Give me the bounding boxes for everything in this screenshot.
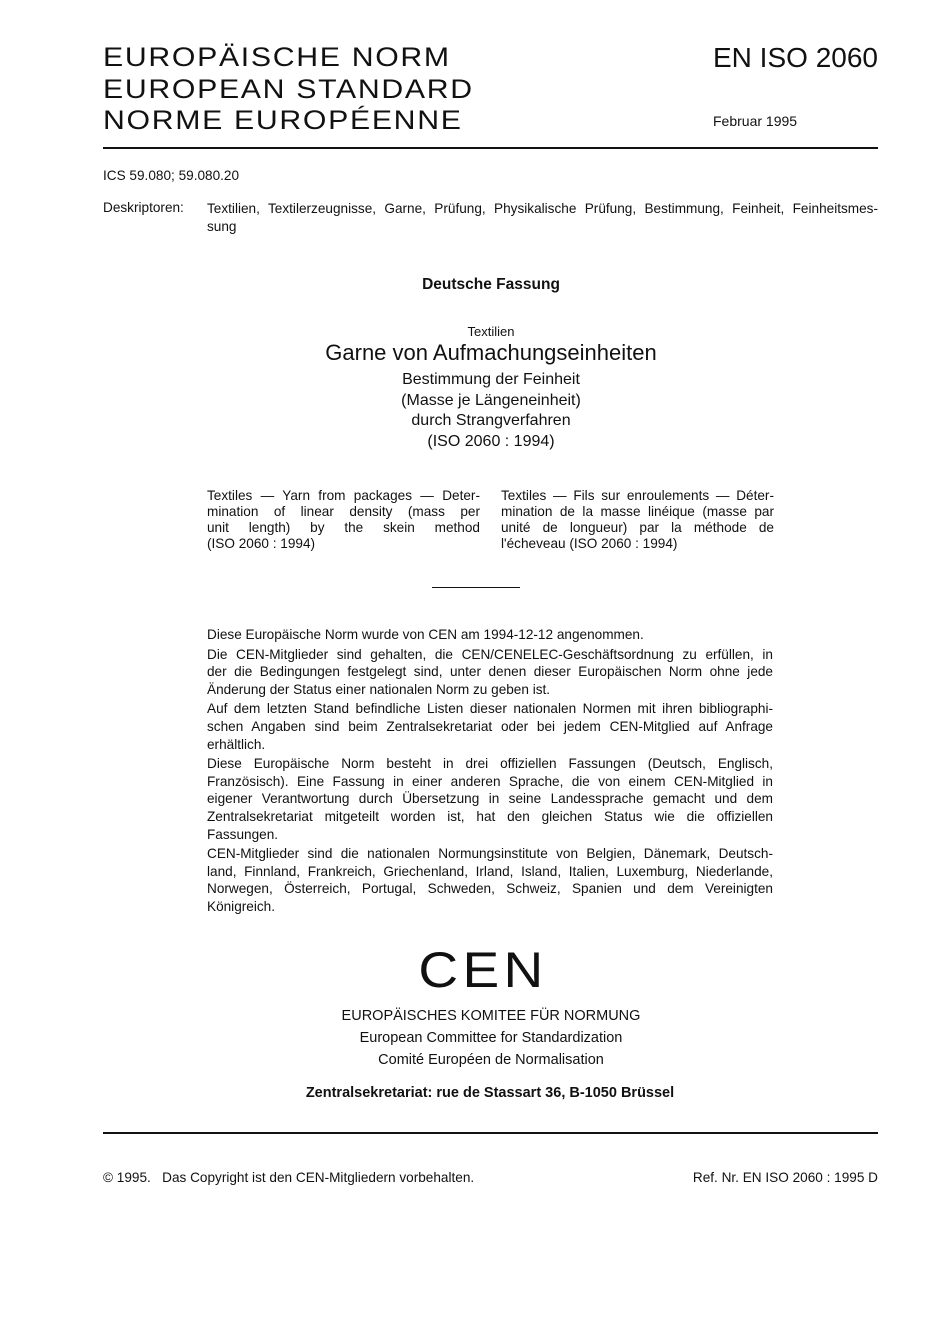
subtitle-line: durch Strangverfahren (411, 412, 571, 429)
publication-date: Februar 1995 (713, 113, 798, 129)
paragraph-line: land, Finnland, Frankreich, Griechenland, Irland, Island, Italien, Luxemburg, Niederlande, (207, 863, 773, 879)
descriptors-line: Textilien, Textilerzeugnisse, Garne, Prüfung, Physikalische Prüfung, Bestimmung, Feinheit, Feinheitsmes- (207, 201, 878, 216)
paragraph (207, 646, 773, 699)
descriptors-list (207, 200, 878, 235)
paragraph-line: Auf dem letzten Stand befindliche Listen dieser nationalen Normen mit ihren bibliographi- (207, 701, 773, 717)
descriptors-line: sung (207, 218, 237, 234)
paragraph-line: Norwegen, Österreich, Portugal, Schweden, Schweiz, Spanien und dem Vereinigten (207, 881, 773, 897)
english-title-line: mination of linear density (mass per (207, 504, 480, 519)
paragraph (207, 845, 773, 915)
paragraph (207, 755, 773, 843)
french-title-line: Textiles — Fils sur enroulements — Déter- (501, 488, 774, 503)
subtitle-line: (Masse je Längeneinheit) (401, 391, 581, 409)
paragraph (207, 626, 773, 644)
paragraph-line: eigener Verantwortung durch Übersetzung in seine Landessprache gemacht und dem (207, 791, 773, 807)
english-title-line: Textiles — Yarn from packages — Deter- (207, 488, 480, 503)
subtitle-line: Bestimmung der Feinheit (402, 371, 580, 388)
version-heading: Deutsche Fassung (422, 276, 560, 293)
adoption-notes (207, 626, 773, 918)
paragraph-line: Französisch). Eine Fassung in einer anderen Sprache, die von einem CEN-Mitglied in (207, 773, 773, 789)
paragraph-line: Diese Europäische Norm wurde von CEN am 1994-12-12 angenommen. (207, 627, 644, 642)
top-rule (103, 147, 878, 149)
cen-name-en: European Committee for Standardization (359, 1030, 623, 1046)
cen-address: Zentralsekretariat: rue de Stassart 36, B-1050 Brüssel (305, 1085, 675, 1101)
french-title-line: unité de longueur) par la méthode de (501, 520, 774, 535)
separator (432, 587, 520, 588)
paragraph-line: Königreich. (207, 898, 276, 914)
ics-code: ICS 59.080; 59.080.20 (103, 168, 240, 183)
title-category: Textilien (467, 324, 515, 339)
paragraph-line: Die CEN-Mitglieder sind gehalten, die CEN/CENELEC-Geschäftsordnung zu erfüllen, in (207, 646, 773, 662)
subtitle-line: (ISO 2060 : 1994) (427, 432, 555, 450)
paragraph-line: Zentralsekretariat mitgeteilt worden ist, hat den gleichen Status wie die offiziellen (207, 808, 773, 824)
title-de: EUROPÄISCHE NORM (103, 42, 451, 72)
paragraph-line: schen Angaben sind beim Zentralsekretariat oder bei jedem CEN-Mitglied auf Anfrage (207, 718, 773, 734)
descriptors-label: Deskriptoren: (103, 200, 184, 215)
copyright-notice: © 1995. Das Copyright ist den CEN-Mitgliedern vorbehalten. (103, 1170, 475, 1185)
bottom-rule (103, 1132, 878, 1134)
paragraph-line: CEN-Mitglieder sind die nationalen Normungsinstitute von Belgien, Dänemark, Deutsch- (207, 846, 773, 862)
standard-number: EN ISO 2060 (713, 42, 878, 73)
paragraph-line: der die Bedingungen festgelegt sind, unter denen dieser Europäischen Norm ohne jede (207, 664, 773, 680)
reference-number: Ref. Nr. EN ISO 2060 : 1995 D (692, 1170, 878, 1185)
paragraph-line: Diese Europäische Norm besteht in drei offiziellen Fassungen (Deutsch, Englisch, (207, 756, 773, 772)
cen-name-fr: Comité Européen de Normalisation (378, 1052, 604, 1068)
french-title-line: l'écheveau (ISO 2060 : 1994) (501, 536, 678, 551)
title-fr: NORME EUROPÉENNE (103, 105, 463, 135)
document-main-title: Garne von Aufmachungseinheiten (325, 340, 657, 365)
cen-name-de: EUROPÄISCHES KOMITEE FÜR NORMUNG (341, 1008, 641, 1024)
cen-names (0, 1005, 950, 1071)
cen-logo: CEN (418, 942, 548, 998)
paragraph-line: Änderung der Status einer nationalen Norm zu geben ist. (207, 681, 551, 697)
paragraph (207, 700, 773, 753)
document-subtitle (0, 370, 950, 452)
title-en: EUROPEAN STANDARD (103, 74, 474, 104)
english-title-line: (ISO 2060 : 1994) (207, 536, 316, 551)
paragraph-line: erhältlich. (207, 736, 266, 752)
french-title-line: mination de la masse linéique (masse par (501, 504, 774, 519)
french-title (501, 488, 774, 552)
paragraph-line: Fassungen. (207, 826, 279, 842)
english-title (207, 488, 480, 552)
english-title-line: unit length) by the skein method (207, 520, 480, 535)
